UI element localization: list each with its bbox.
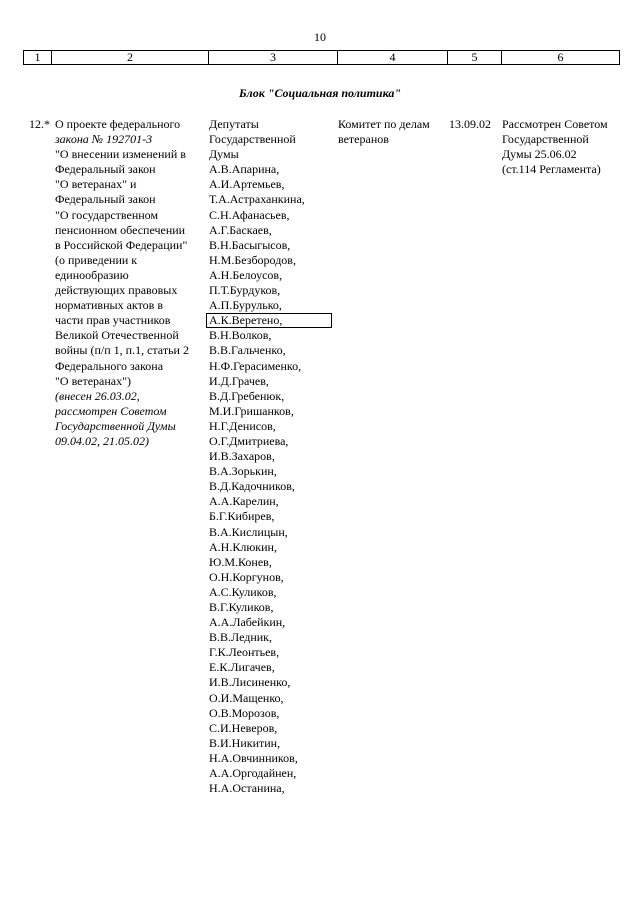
committee-line: Комитет по делам (338, 117, 430, 131)
bill-title-line: единообразию (55, 267, 129, 282)
deputy-name: Н.А.Останина, (209, 781, 285, 796)
deputy-name: А.А.Лабейкин, (209, 615, 286, 630)
deputy-name: Е.К.Лигачев, (209, 660, 275, 675)
deputy-name: Н.А.Овчинников, (209, 750, 298, 765)
column-number-3: 3 (209, 51, 338, 65)
bill-note-line: 09.04.02, 21.05.02) (55, 433, 149, 448)
deputy-name: П.Т.Бурдуков, (209, 283, 281, 298)
bill-title-line: О проекте федерального (55, 117, 181, 131)
deputy-name: В.В.Ледник, (209, 630, 273, 645)
deputy-name: Б.Г.Кибирев, (209, 509, 275, 524)
deputy-name: Н.Ф.Герасименко, (209, 358, 302, 373)
deputy-name: В.Н.Басыгысов, (209, 237, 291, 252)
bill-note-line: рассмотрен Советом (55, 403, 167, 418)
deputy-name: А.Н.Клюкин, (209, 539, 277, 554)
deputy-name: М.И.Гришанков, (209, 403, 294, 418)
deputy-name: А.А.Оргодайнен, (209, 766, 297, 781)
deputy-name: А.Н.Белоусов, (209, 267, 283, 282)
deputy-name: Г.К.Леонтьев, (209, 645, 280, 660)
deputy-name: С.Н.Афанасьев, (209, 207, 290, 222)
deputy-name: В.Д.Кадочников, (209, 479, 295, 494)
deputy-name: В.В.Гальченко, (209, 343, 286, 358)
bill-title-line: закона № 192701-3 (55, 132, 153, 147)
entry-date: 13.09.02 (449, 117, 491, 131)
deputy-name: О.Н.Коргунов, (209, 569, 284, 584)
bill-title-line: в Российской Федерации" (55, 237, 188, 252)
deputy-name: А.Г.Баскаев, (209, 222, 272, 237)
bill-title-line: (о приведении к (55, 252, 138, 267)
deputy-name: В.Г.Куликов, (209, 600, 274, 614)
deputy-name: В.Н.Волков, (209, 328, 272, 343)
deputy-name: А.П.Бурулько, (209, 298, 282, 313)
bill-title-line: Великой Отечественной (55, 328, 179, 343)
deputy-name: В.А.Кислицын, (209, 524, 288, 539)
deputy-name: И.В.Лисиненко, (209, 675, 291, 690)
bill-title-line: войны (п/п 1, п.1, статьи 2 (55, 343, 189, 358)
bill-title-line: "О ветеранах" и (55, 177, 137, 192)
deputy-name: Ю.М.Конев, (209, 554, 272, 569)
deputy-name: В.А.Зорькин, (209, 464, 277, 479)
deputies-list (209, 117, 339, 796)
status-line: (ст.114 Регламента) (502, 162, 601, 177)
bill-note-line: (внесен 26.03.02, (55, 388, 140, 403)
deputy-name: В.И.Никитин, (209, 735, 281, 750)
committee (338, 117, 446, 147)
deputy-name: И.В.Захаров, (209, 449, 275, 464)
page-number: 10 (314, 30, 326, 44)
bill-note-line: Государственной Думы (55, 418, 176, 433)
bill-title-line: "О ветеранах") (55, 373, 132, 388)
deputy-name: С.И.Неверов, (209, 720, 278, 735)
column-number-2: 2 (52, 51, 209, 65)
status-line: Думы 25.06.02 (502, 147, 577, 162)
bill-title-line: пенсионном обеспечении (55, 222, 186, 237)
bill-title-line: "О внесении изменений в (55, 147, 186, 162)
bill-title-line: Федерального закона (55, 358, 164, 373)
deputy-name: А.С.Куликов, (209, 584, 277, 599)
deputy-name: Т.А.Астраханкина, (209, 192, 305, 207)
deputy-name: О.И.Мащенко, (209, 690, 284, 705)
bill-title-line: части прав участников (55, 313, 171, 328)
status-line: Рассмотрен Советом (502, 117, 608, 131)
block-title: Блок "Социальная политика" (238, 86, 402, 100)
deputy-name-highlighted: А.К.Веретено, (206, 313, 332, 328)
deputy-name: Н.Г.Денисов, (209, 418, 276, 433)
committee-line: ветеранов (338, 132, 389, 147)
column-number-4: 4 (338, 51, 448, 65)
deputies-header-line: Думы (209, 147, 239, 162)
bill-title-line: действующих правовых (55, 283, 178, 298)
deputy-name: А.И.Артемьев, (209, 177, 285, 192)
bill-title (55, 117, 203, 449)
entry-number: 12.* (29, 117, 50, 131)
column-number-6: 6 (502, 51, 620, 65)
bill-title-line: Федеральный закон (55, 192, 156, 207)
deputy-name: О.В.Морозов, (209, 705, 280, 720)
column-number-5: 5 (448, 51, 502, 65)
deputy-name: А.В.Апарина, (209, 162, 280, 177)
deputy-name: Н.М.Безбородов, (209, 252, 296, 267)
deputy-name: О.Г.Дмитриева, (209, 433, 289, 448)
status-line: Государственной (502, 132, 589, 147)
status (502, 117, 620, 177)
deputies-header-line: Государственной (209, 132, 296, 147)
deputy-name: А.А.Карелин, (209, 494, 279, 509)
bill-title-line: Федеральный закон (55, 162, 156, 177)
deputy-name: И.Д.Грачев, (209, 373, 269, 388)
deputies-header-line: Депутаты (209, 117, 259, 131)
column-number-1: 1 (24, 51, 52, 65)
deputy-name: В.Д.Гребенюк, (209, 388, 285, 403)
column-number-header (23, 50, 620, 65)
bill-title-line: нормативных актов в (55, 298, 163, 313)
bill-title-line: "О государственном (55, 207, 159, 222)
